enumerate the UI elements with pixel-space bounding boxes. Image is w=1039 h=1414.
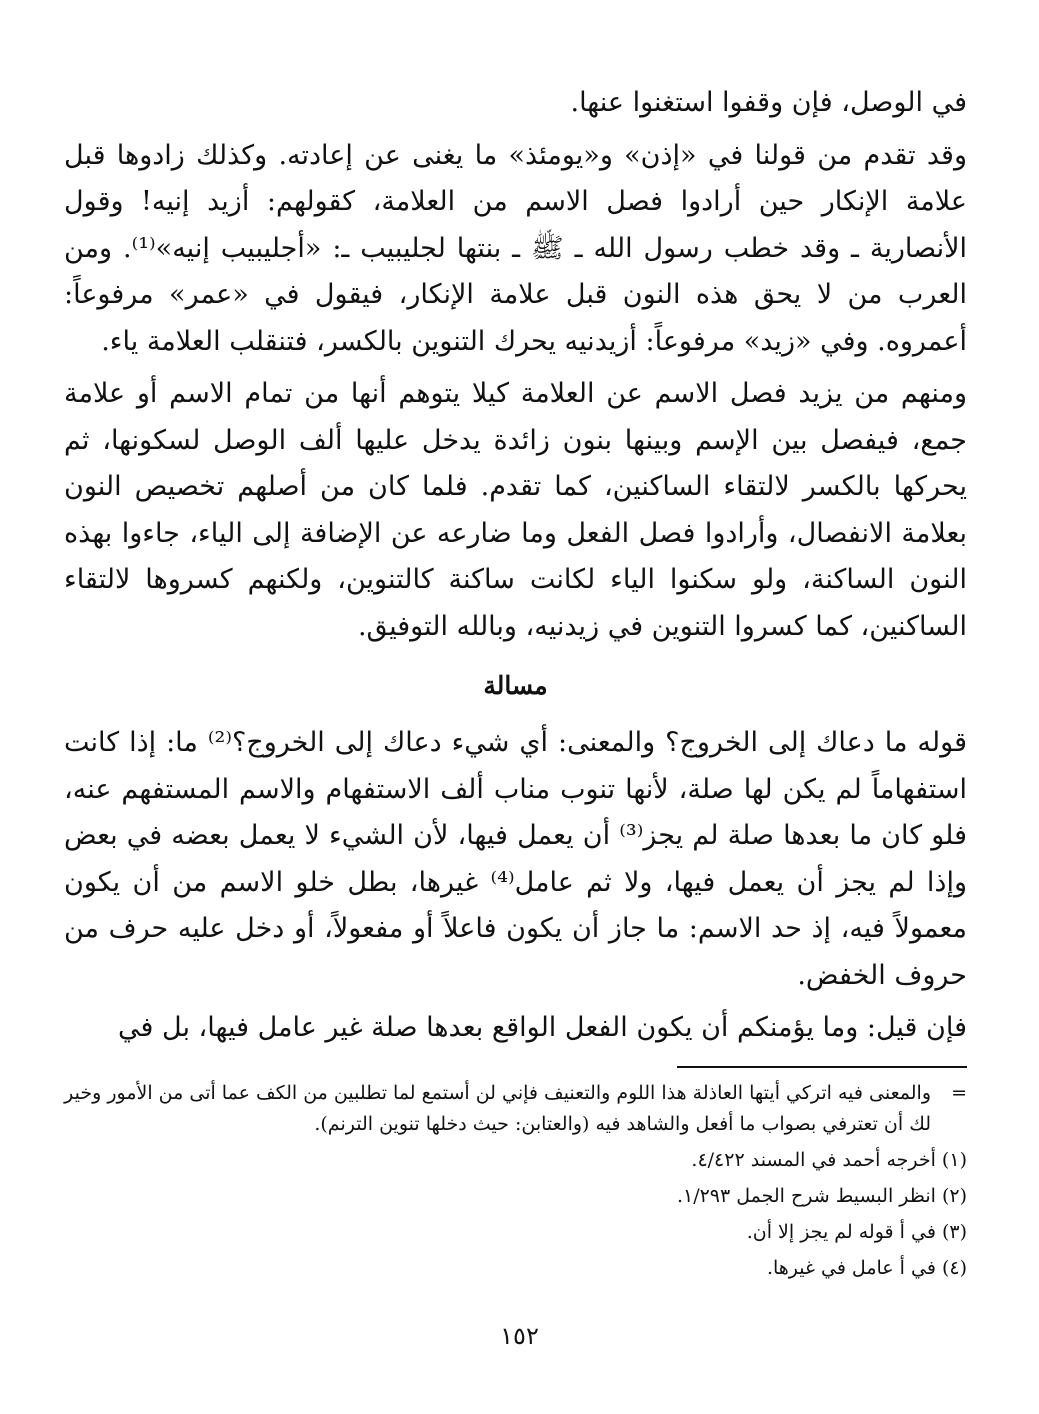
footnote-4: (٤) في أ عامل في غيرها. [766, 1256, 967, 1279]
paragraph-1: في الوصل، فإن وقفوا استغنوا عنها. [570, 87, 967, 118]
continuation-mark: = [951, 1081, 967, 1104]
footnote-1: (١) أخرجه أحمد في المسند ٤/٤٢٢. [691, 1148, 967, 1171]
footnote-2: (٢) انظر البسيط شرح الجمل ١/٢٩٣. [676, 1184, 967, 1207]
page-number: ١٥٢ [500, 1322, 539, 1350]
footnote-3: (٣) في أ قوله لم يجز إلا أن. [746, 1220, 967, 1243]
section-heading: مسالة [483, 671, 548, 700]
footnotes [64, 1078, 967, 1284]
paragraph-4: قوله ما دعاك إلى الخروج؟ والمعنى: أي شيء دعاك إلى الخروج؟⁽²⁾ ما: إذا كانت استفهاماً لم يكن لها صلة، لأنها تنوب مناب ألف الاستفهام والاسم المستفهم عنه، فلو كان ما بعدها صلة لم يجز⁽³⁾ أن يعمل فيها، لأن الشيء لا يعمل بعضه في بعض وإذا لم يجز أن يعمل فيها، ولا ثم عامل⁽⁴⁾ غيرها، بطل خلو الاسم من أن يكون معمولاً فيه، إذ حد الاسم: ما جاز أن يكون فاعلاً أو مفعولاً، أو دخل عليه حرف من حروف الخفض. [64, 727, 967, 991]
paragraph-5: فإن قيل: وما يؤمنكم أن يكون الفعل الواقع بعدها صلة غير عامل فيها، بل في [118, 1012, 967, 1043]
footnote-separator [677, 1066, 967, 1068]
paragraph-2: وقد تقدم من قولنا في «إذن» و«يومئذ» ما يغنى عن إعادته. وكذلك زادوها قبل علامة الإنكار حين أرادوا فصل الاسم من العلامة، كقولهم: أزيد إنيه! وقول الأنصارية ـ وقد خطب رسول الله ـ ﷺ ـ بنتها لجليبيب ـ: «أجليبيب إنيه»⁽¹⁾. ومن العرب من لا يحق هذه النون قبل علامة الإنكار، فيقول في «عمر» مرفوعاً: أعمروه. وفي «زيد» مرفوعاً: أزيدنيه يحرك التنوين بالكسر، فتنقلب العلامة ياء. [64, 139, 967, 357]
footnote-continuation-text: والمعنى فيه اتركي أيتها العاذلة هذا اللوم والتعنيف فإني لن أستمع لما تطلبين من الكف عما أتى من الأمور وخير لك أن تعترفي بصواب ما أفعل والشاهد فيه (والعتابن: حيث دخلها تنوين الترنم). [64, 1081, 931, 1135]
main-text [64, 80, 967, 1052]
paragraph-3: ومنهم من يزيد فصل الاسم عن العلامة كيلا يتوهم أنها من تمام الاسم أو علامة جمع، فيفصل بين الإسم وبينها بنون زائدة يدخل عليها ألف الوصل لسكونها، ثم يحركها بالكسر لالتقاء الساكنين، كما تقدم. فلما كان من أصلهم تخصيص النون بعلامة الانفصال، وأرادوا فصل الفعل وما ضارعه عن الإضافة إلى الياء، جاءوا بهذه النون الساكنة، ولو سكنوا الياء لكانت ساكنة كالتنوين، ولكنهم كسروها لالتقاء الساكنين، كما كسروا التنوين في زيدنيه، وبالله التوفيق. [64, 378, 967, 642]
footnote-continuation [64, 1078, 967, 1140]
